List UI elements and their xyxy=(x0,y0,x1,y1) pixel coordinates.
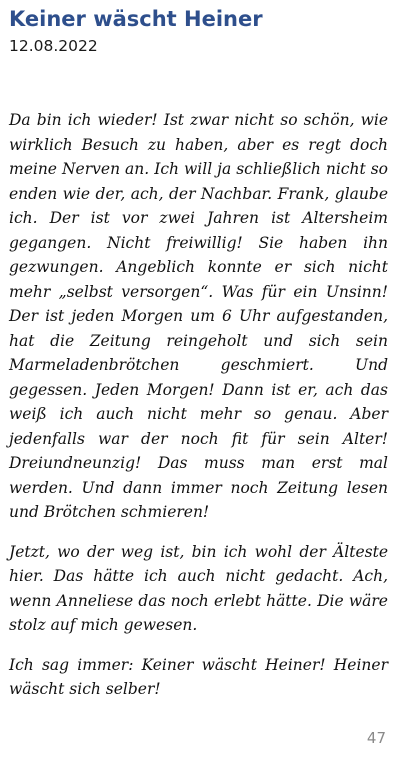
page-title: Keiner wäscht Heiner xyxy=(9,7,263,31)
diary-entry-body xyxy=(9,108,388,717)
paragraph: Ich sag immer: Keiner wäscht Heiner! Heiner wäscht sich selber! xyxy=(9,655,388,698)
paragraph: Jetzt, wo der weg ist, bin ich wohl der Älteste hier. Das hätte ich auch nicht gedacht. Ach, wenn Anneliese das noch erlebt hätte. Die wäre stolz auf mich gewesen. xyxy=(9,542,388,634)
entry-date: 12.08.2022 xyxy=(9,37,98,55)
page-number: 47 xyxy=(366,729,386,747)
paragraph: Da bin ich wieder! Ist zwar nicht so schön, wie wirklich Besuch zu haben, aber es regt doch meine Nerven an. Ich will ja schließlich nicht so enden wie der, ach, der Nachbar. Frank, glaube ich. Der ist vor zwei Jahren ist Altersheim gegangen. Nicht freiwillig! Sie haben ihn gezwungen. Angeblich konnte er sich nicht mehr „selbst versorgen“. Was für ein Unsinn! Der ist jeden Morgen um 6 Uhr aufgestanden, hat die Zeitung reingeholt und sich sein Marmeladenbrötchen geschmiert. Und gegessen. Jeden Morgen! Dann ist er, ach das weiß ich auch nicht mehr so genau. Aber jedenfalls war der noch fit für sein Alter! Dreiundneunzig! Das muss man erst mal werden. Und dann immer noch Zeitung lesen und Brötchen schmieren! xyxy=(9,111,388,521)
